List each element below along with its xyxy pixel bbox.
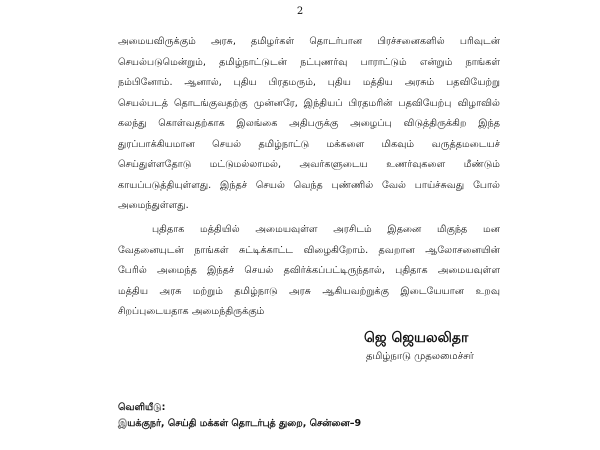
paragraph-line: வேதனையுடன் நாங்கள் சுட்டிக்காட்ட விழைகிறோம். தவறான ஆலோசனையின்	[118, 244, 500, 256]
paragraph-line: சிறப்புடையதாக அமைந்திருக்கும்	[118, 306, 265, 317]
paragraph-line: செயல்படுமென்றும், தமிழ்நாட்டுடன் நட்புணர்வு பாராட்டும் என்றும் நாங்கள்	[118, 56, 500, 68]
paragraph-line: அமைந்துள்ளது.	[118, 200, 189, 211]
paragraph-line: கலந்து கொள்வதற்காக இலங்கை அதிபருக்கு அழைப்பு விடுத்திருக்கிற இந்த	[118, 118, 500, 129]
signature-block	[364, 328, 544, 366]
release-block	[118, 400, 518, 432]
paragraph-line: காயப்படுத்தியுள்ளது. இந்தச் செயல் வெந்த புண்ணில் வேல் பாய்ச்சுவது போல்	[118, 179, 500, 191]
paragraph-line: துரப்பாக்கியமான செயல் தமிழ்நாட்டு மக்களை மிகவும் வருத்தமடையச்	[118, 138, 500, 150]
paragraph-line: செயல்படத் தொடங்குவதற்கு முன்னரே, இந்தியப் பிரதமரின் பதவியேற்பு விழாவில்	[118, 97, 500, 109]
release-issuer: இயக்குநர், செய்தி மக்கள் தொடர்புத் துறை, சென்னை–9	[118, 418, 362, 429]
signatory-title: தமிழ்நாடு முதலமைச்சர்	[366, 351, 474, 362]
signatory-name: ஜெ ஜெயலலிதா	[364, 330, 469, 346]
paragraph-line: புதிதாக மத்தியில் அமையவுள்ள அரசிடம் இதனை மிகுந்த மன	[152, 224, 500, 235]
body-paragraph-2	[118, 220, 500, 323]
paragraph-line: மத்திய அரசு மற்றும் தமிழ்நாடு அரசு ஆகியவற்றுக்கு இடையேயான உறவு	[118, 285, 500, 297]
paragraph-line: நம்பினோம். ஆனால், புதிய பிரதமரும், புதிய மத்திய அரசும் பதவியேற்று	[118, 77, 500, 88]
page-number: 2	[296, 6, 304, 17]
paragraph-line: அமையவிருக்கும் அரசு, தமிழர்கள் தொடர்பான பிரச்சனைகளில் பரிவுடன்	[118, 36, 500, 47]
paragraph-line: பேரில் அமைந்த இந்தச் செயல் தவிர்க்கப்பட்டிருந்தால், புதிதாக அமையவுள்ள	[118, 265, 500, 276]
paragraph-line: செய்துள்ளதோடு மட்டுமல்லாமல், அவர்களுடைய உணர்வுகளை மீண்டும்	[118, 159, 500, 170]
body-paragraph-1	[118, 32, 500, 217]
release-label: வெளியீடு:	[118, 402, 166, 413]
